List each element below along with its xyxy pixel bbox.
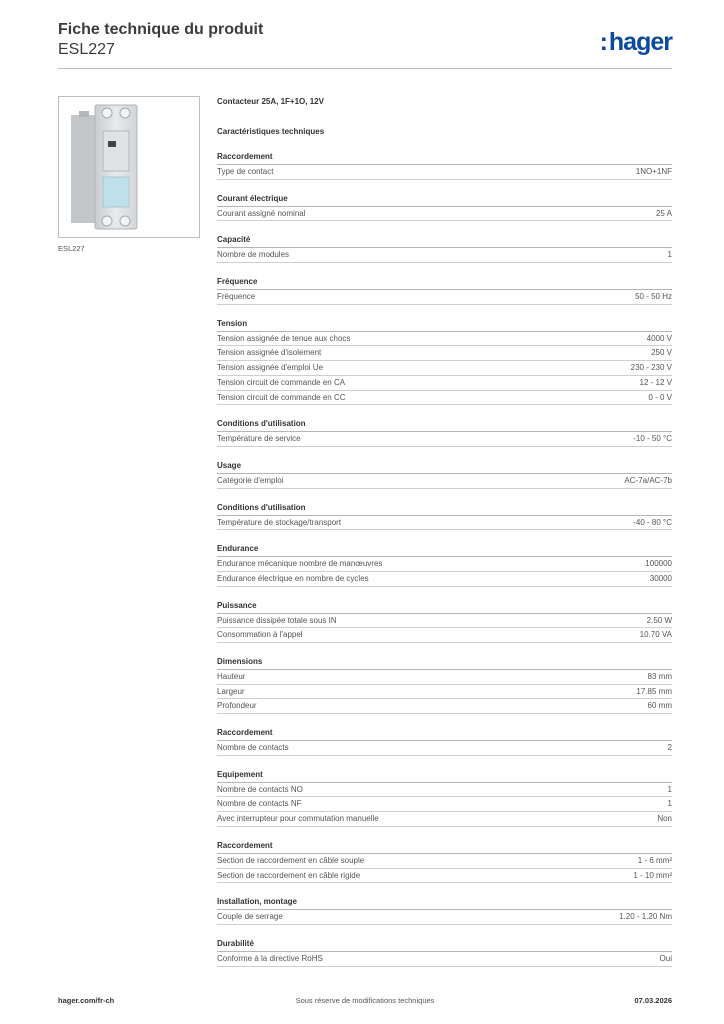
spec-row bbox=[217, 628, 672, 643]
section-title: Installation, montage bbox=[217, 897, 672, 910]
spec-row bbox=[217, 685, 672, 700]
section-title: Equipement bbox=[217, 770, 672, 783]
spec-section bbox=[217, 728, 672, 756]
spec-section bbox=[217, 897, 672, 925]
footer-disclaimer: Sous réserve de modifications techniques bbox=[295, 996, 435, 1005]
spec-label: Tension assignée d'isolement bbox=[217, 348, 322, 358]
spec-value: 60 mm bbox=[647, 701, 672, 711]
spec-label: Consommation à l'appel bbox=[217, 630, 303, 640]
spec-label: Puissance dissipée totale sous IN bbox=[217, 615, 337, 625]
spec-row bbox=[217, 783, 672, 798]
section-title: Raccordement bbox=[217, 728, 672, 741]
spec-value: 0 - 0 V bbox=[648, 392, 672, 402]
spec-value: 2.50 W bbox=[646, 615, 672, 625]
spec-row bbox=[217, 741, 672, 756]
spec-section bbox=[217, 461, 672, 489]
spec-row bbox=[217, 572, 672, 587]
spec-value: 1 - 10 mm² bbox=[633, 870, 672, 880]
footer-date: 07.03.2026 bbox=[634, 996, 672, 1005]
section-title: Conditions d'utilisation bbox=[217, 419, 672, 432]
spec-row bbox=[217, 670, 672, 685]
spec-label: Conforme à la directive RoHS bbox=[217, 953, 323, 963]
spec-section bbox=[217, 319, 672, 405]
spec-section bbox=[217, 544, 672, 586]
spec-label: Profondeur bbox=[217, 701, 257, 711]
spec-row bbox=[217, 361, 672, 376]
spec-label: Type de contact bbox=[217, 167, 274, 176]
image-caption: ESL227 bbox=[58, 244, 85, 253]
spec-label: Nombre de modules bbox=[217, 250, 290, 260]
spec-row bbox=[217, 614, 672, 629]
spec-label: Catégorie d'emploi bbox=[217, 475, 284, 485]
spec-value: 50 - 50 Hz bbox=[635, 292, 672, 302]
spec-value: -40 - 80 °C bbox=[633, 517, 672, 527]
spec-value: 250 V bbox=[651, 348, 672, 358]
section-title: Courant électrique bbox=[217, 194, 672, 207]
contactor-illustration bbox=[59, 97, 199, 237]
section-title: Raccordement bbox=[217, 152, 672, 165]
spec-value: -10 - 50 °C bbox=[633, 434, 672, 444]
header-divider bbox=[58, 68, 672, 69]
spec-row bbox=[217, 699, 672, 714]
spec-label: Section de raccordement en câble souple bbox=[217, 855, 365, 865]
section-title: Puissance bbox=[217, 601, 672, 614]
spec-section bbox=[217, 152, 672, 180]
spec-row bbox=[217, 812, 672, 827]
spec-label: Endurance électrique en nombre de cycles bbox=[217, 573, 369, 583]
spec-content bbox=[217, 96, 672, 967]
spec-row bbox=[217, 290, 672, 305]
characteristics-heading: Caractéristiques techniques bbox=[217, 127, 325, 136]
spec-row bbox=[217, 432, 672, 447]
spec-section bbox=[217, 939, 672, 967]
spec-row bbox=[217, 346, 672, 361]
spec-section bbox=[217, 194, 672, 222]
spec-value: 1.20 - 1.20 Nm bbox=[619, 912, 672, 922]
spec-value: Non bbox=[657, 814, 672, 824]
section-title: Dimensions bbox=[217, 657, 672, 670]
spec-row bbox=[217, 797, 672, 812]
spec-label: Tension circuit de commande en CC bbox=[217, 392, 346, 402]
spec-label: Nombre de contacts NO bbox=[217, 784, 303, 794]
product-image bbox=[58, 96, 200, 238]
spec-section bbox=[217, 235, 672, 263]
spec-label: Section de raccordement en câble rigide bbox=[217, 870, 361, 880]
section-title: Durabilité bbox=[217, 939, 672, 952]
section-title: Raccordement bbox=[217, 841, 672, 854]
product-reference: ESL227 bbox=[58, 41, 115, 58]
spec-label: Tension circuit de commande en CA bbox=[217, 377, 346, 387]
spec-row bbox=[217, 207, 672, 222]
spec-label: Endurance mécanique nombre de manœuvres bbox=[217, 559, 383, 569]
spec-label: Nombre de contacts NF bbox=[217, 799, 302, 809]
spec-value: Oui bbox=[659, 953, 672, 963]
header bbox=[58, 20, 263, 60]
spec-value: 4000 V bbox=[646, 333, 672, 343]
spec-value: 2 bbox=[667, 743, 672, 753]
spec-row bbox=[217, 869, 672, 884]
spec-label: Tension assignée de tenue aux chocs bbox=[217, 333, 351, 343]
spec-value: 10.70 VA bbox=[639, 630, 672, 640]
spec-value: 230 - 230 V bbox=[630, 363, 672, 373]
spec-label: Température de stockage/transport bbox=[217, 517, 342, 527]
spec-value: 100000 bbox=[645, 559, 672, 569]
section-title: Endurance bbox=[217, 544, 672, 557]
spec-label: Fréquence bbox=[217, 292, 256, 302]
section-title: Conditions d'utilisation bbox=[217, 503, 672, 516]
spec-label: Température de service bbox=[217, 434, 301, 444]
spec-sections bbox=[217, 152, 672, 967]
spec-value: AC-7a/AC-7b bbox=[624, 475, 672, 485]
spec-row bbox=[217, 376, 672, 391]
spec-value: 1 bbox=[667, 250, 672, 260]
footer-website-link[interactable]: hager.com/fr-ch bbox=[58, 996, 115, 1005]
spec-label: Courant assigné nominal bbox=[217, 208, 306, 218]
spec-section bbox=[217, 841, 672, 883]
spec-row bbox=[217, 332, 672, 347]
spec-section bbox=[217, 277, 672, 305]
section-title: Tension bbox=[217, 319, 672, 332]
spec-row bbox=[217, 474, 672, 489]
spec-value: 83 mm bbox=[647, 672, 672, 681]
section-title: Capacité bbox=[217, 235, 672, 248]
spec-section bbox=[217, 419, 672, 447]
spec-value: 1 - 6 mm² bbox=[637, 855, 672, 865]
product-name: Contacteur 25A, 1F+1O, 12V bbox=[217, 97, 324, 106]
spec-row bbox=[217, 557, 672, 572]
spec-value: 30000 bbox=[649, 573, 672, 583]
spec-section bbox=[217, 770, 672, 827]
spec-row bbox=[217, 952, 672, 967]
page-title: Fiche technique du produit bbox=[58, 21, 264, 38]
section-title: Fréquence bbox=[217, 277, 672, 290]
spec-label: Couple de serrage bbox=[217, 912, 283, 922]
section-title: Usage bbox=[217, 461, 672, 474]
spec-section bbox=[217, 657, 672, 714]
spec-row bbox=[217, 854, 672, 869]
spec-row bbox=[217, 391, 672, 406]
spec-label: Avec interrupteur pour commutation manuelle bbox=[217, 814, 379, 824]
spec-value: 1 bbox=[667, 784, 672, 794]
spec-label: Nombre de contacts bbox=[217, 743, 289, 753]
spec-row bbox=[217, 516, 672, 531]
spec-value: 1NO+1NF bbox=[635, 167, 672, 176]
spec-row bbox=[217, 910, 672, 925]
spec-label: Tension assignée d'emploi Ue bbox=[217, 363, 324, 373]
logo-text: hager bbox=[608, 28, 672, 56]
spec-label: Largeur bbox=[217, 686, 245, 696]
hager-logo[interactable] bbox=[600, 28, 672, 56]
spec-row bbox=[217, 165, 672, 180]
spec-value: 17.85 mm bbox=[636, 686, 672, 696]
spec-row bbox=[217, 248, 672, 263]
spec-section bbox=[217, 601, 672, 643]
spec-value: 12 - 12 V bbox=[639, 377, 672, 387]
spec-value: 25 A bbox=[655, 208, 672, 218]
spec-label: Hauteur bbox=[217, 672, 246, 681]
spec-section bbox=[217, 503, 672, 531]
logo-colon: : bbox=[599, 28, 608, 56]
spec-value: 1 bbox=[667, 799, 672, 809]
